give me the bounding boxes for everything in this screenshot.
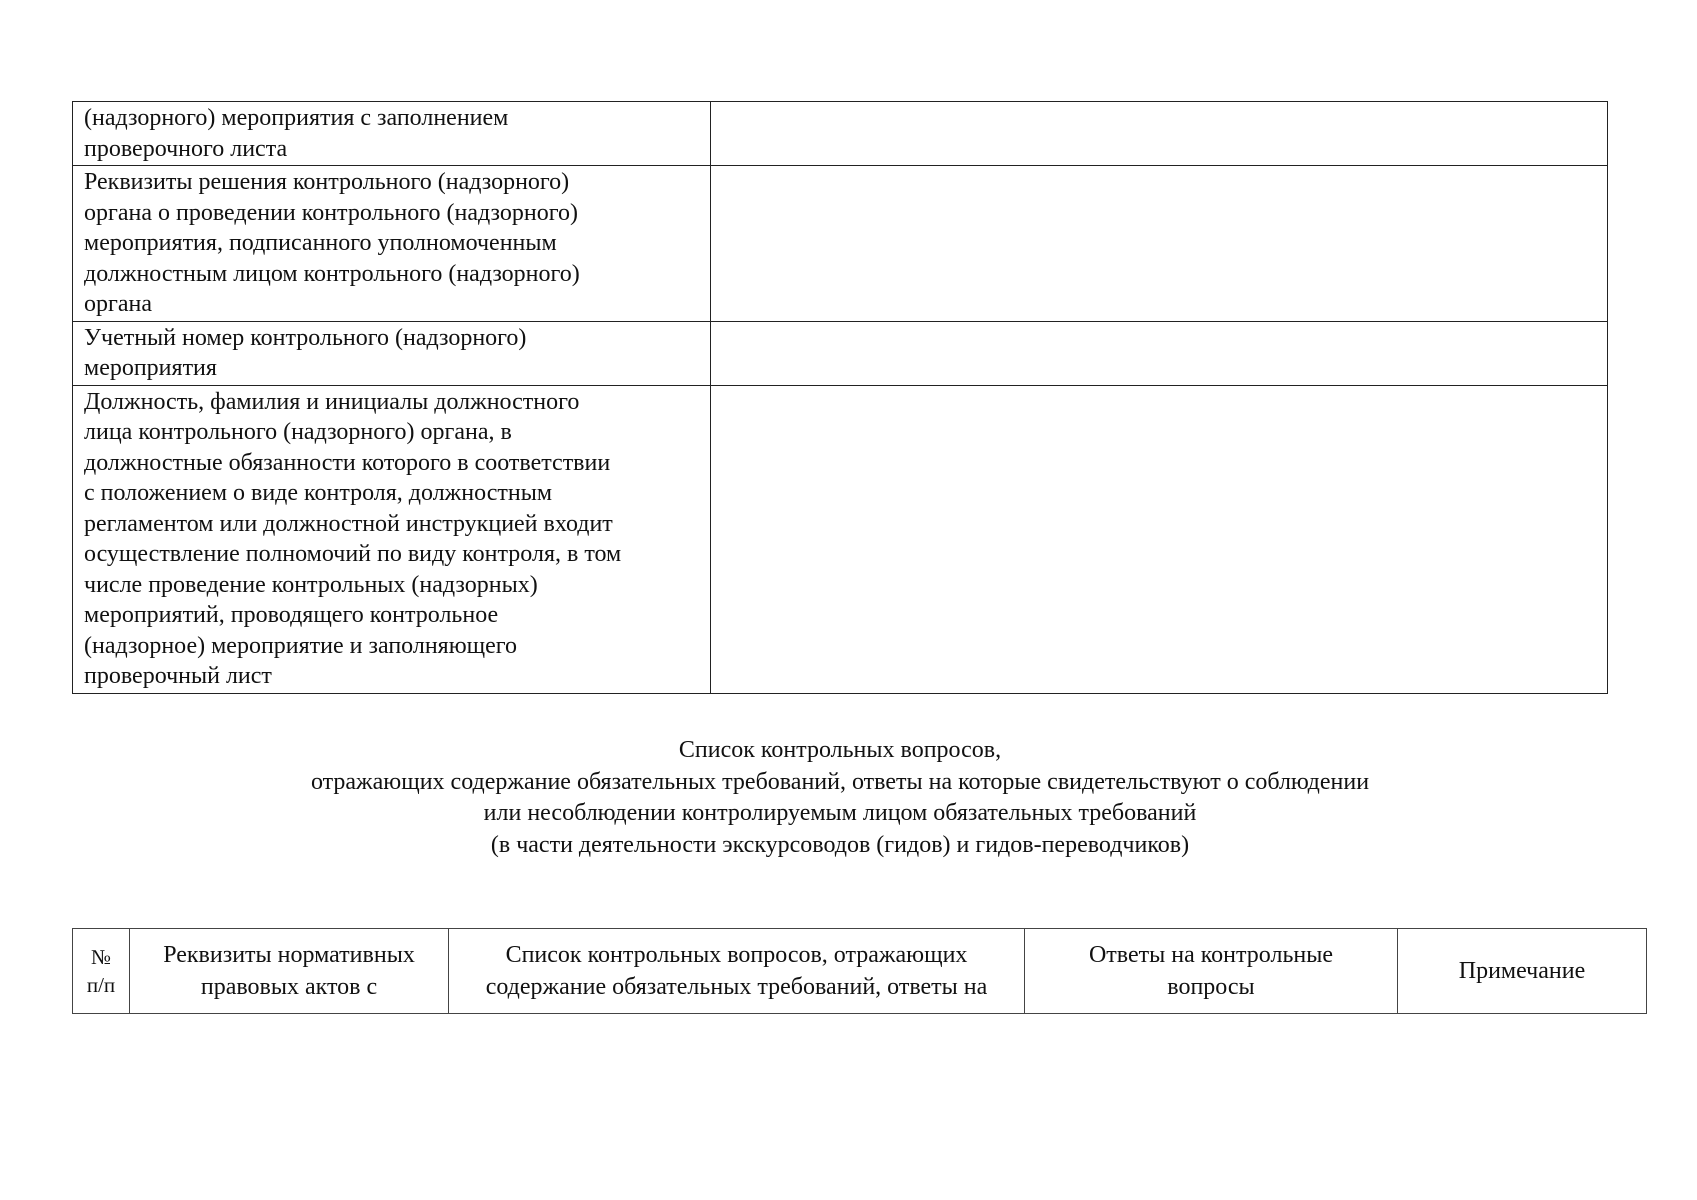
- table-row: [73, 166, 1608, 322]
- row-label-event-with-checklist: [73, 102, 711, 166]
- column-header-answers: [1025, 929, 1398, 1014]
- header-line: п/п: [86, 973, 116, 997]
- label-line: проверочный лист: [84, 663, 272, 689]
- label-line: Учетный номер контрольного (надзорного): [84, 324, 527, 351]
- column-header-note: [1398, 929, 1647, 1014]
- label-line: органа о проведении контрольного (надзорного): [84, 199, 578, 226]
- checklist-heading: [72, 735, 1608, 861]
- label-line: лица контрольного (надзорного) органа, в: [84, 419, 512, 445]
- row-label-official-position-name: [73, 385, 711, 693]
- label-line: проверочного листа: [84, 135, 288, 162]
- heading-line: Список контрольных вопросов,: [678, 737, 1002, 763]
- label-line: с положением о виде контроля, должностным: [84, 480, 552, 506]
- header-line: вопросы: [1167, 974, 1255, 1000]
- label-line: (надзорное) мероприятие и заполняющего: [84, 632, 518, 659]
- label-line: органа: [84, 291, 152, 317]
- label-line: должностным лицом контрольного (надзорного): [84, 260, 580, 287]
- column-header-legal-acts: [130, 929, 449, 1014]
- row-value-event-with-checklist: [711, 102, 1608, 166]
- header-line: содержание обязательных требований, ответы на: [485, 974, 988, 1000]
- row-label-registration-number: [73, 321, 711, 385]
- label-line: числе проведение контрольных (надзорных): [84, 571, 538, 598]
- label-line: (надзорного) мероприятия с заполнением: [84, 105, 509, 131]
- header-line: Примечание: [1458, 958, 1586, 984]
- heading-line: (в части деятельности экскурсоводов (гидов) и гидов-переводчиков): [490, 831, 1190, 858]
- row-value-official-position-name: [711, 385, 1608, 693]
- label-line: осуществление полномочий по виду контроля, в том: [84, 541, 622, 567]
- row-value-registration-number: [711, 321, 1608, 385]
- column-header-number: [73, 929, 130, 1014]
- label-line: регламентом или должностной инструкцией входит: [84, 510, 613, 537]
- table-row: [73, 321, 1608, 385]
- label-line: Реквизиты решения контрольного (надзорного): [84, 169, 570, 195]
- header-line: Реквизиты нормативных: [163, 942, 415, 968]
- label-line: мероприятия: [84, 355, 217, 381]
- header-line: Ответы на контрольные: [1088, 942, 1334, 968]
- column-header-question-list: [449, 929, 1025, 1014]
- label-line: Должность, фамилия и инициалы должностного: [84, 388, 580, 415]
- inspection-info-table: [72, 101, 1608, 694]
- label-line: мероприятия, подписанного уполномоченным: [84, 230, 557, 256]
- table-row: [73, 385, 1608, 693]
- header-line: правовых актов с: [200, 974, 378, 1000]
- row-value-decision-details: [711, 166, 1608, 322]
- table-row: [73, 102, 1608, 166]
- header-line: Список контрольных вопросов, отражающих: [505, 942, 968, 968]
- header-line: №: [90, 945, 112, 969]
- label-line: мероприятий, проводящего контрольное: [84, 602, 499, 628]
- row-label-decision-details: [73, 166, 711, 322]
- questions-table: [72, 928, 1647, 1014]
- questions-table-header-row: [73, 929, 1647, 1014]
- label-line: должностные обязанности которого в соответствии: [84, 449, 611, 476]
- heading-line: или несоблюдении контролируемым лицом обязательных требований: [483, 800, 1197, 826]
- heading-line: отражающих содержание обязательных требований, ответы на которые свидетельствуют о соблюдении: [310, 768, 1370, 795]
